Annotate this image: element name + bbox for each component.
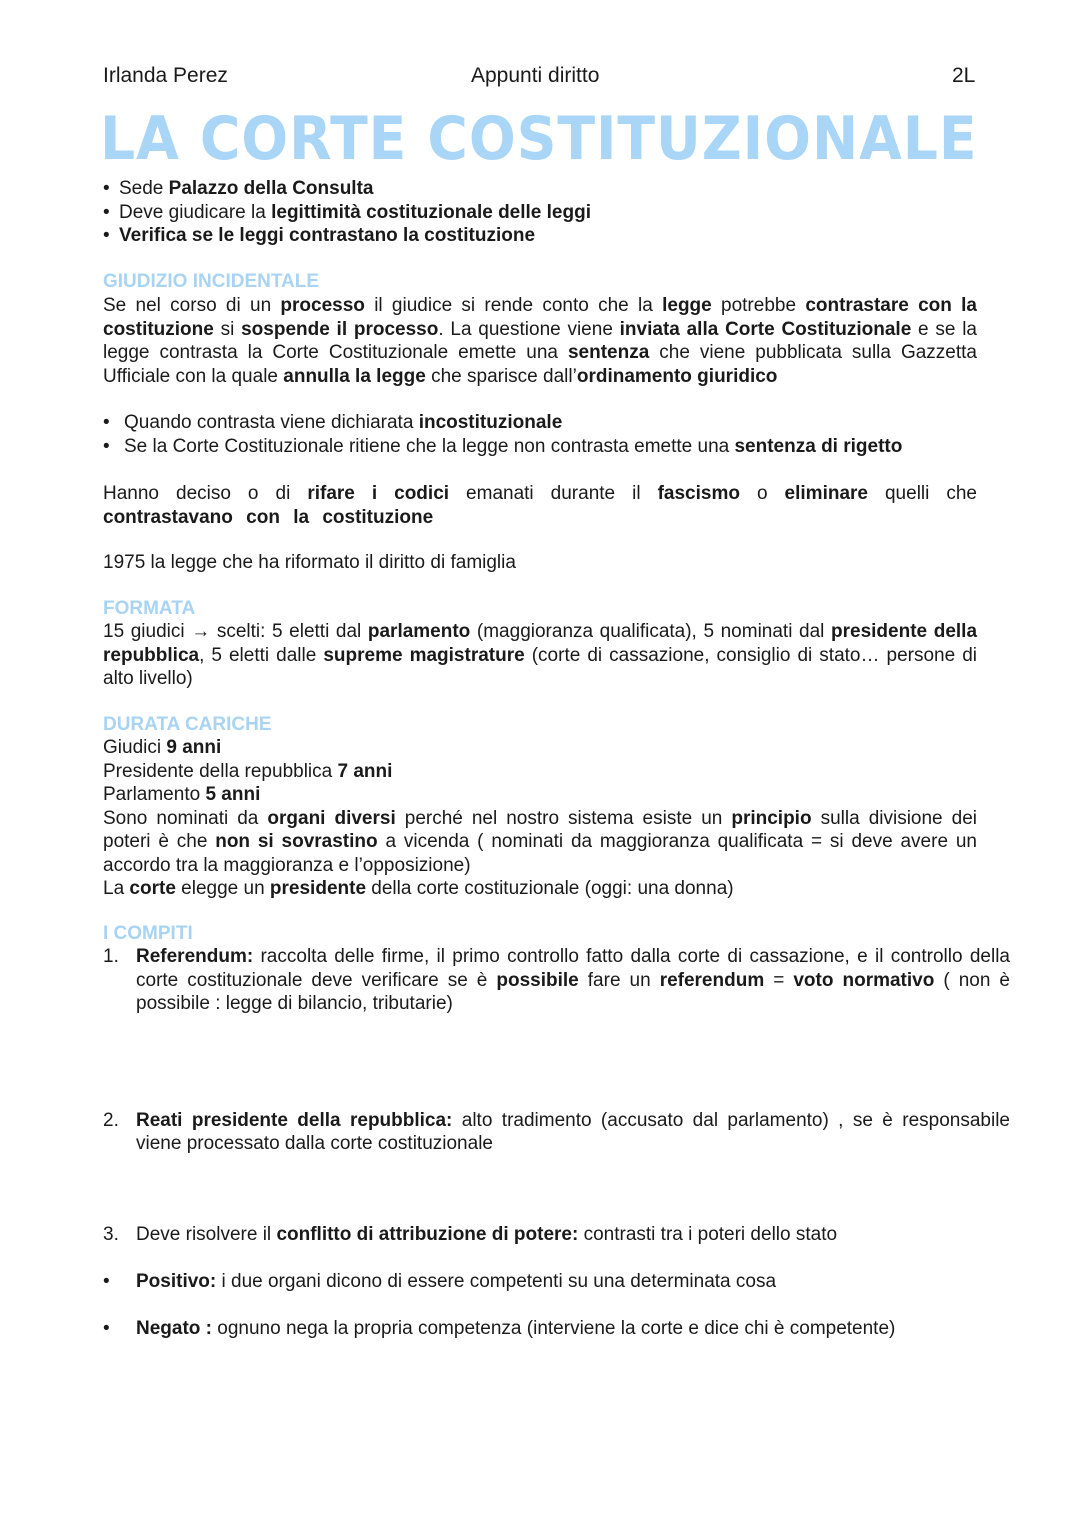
bold-text: Positivo:: [136, 1271, 217, 1292]
text: =: [764, 969, 794, 991]
text: sulla divisione dei poteri è che: [103, 807, 977, 852]
text: a vicenda ( nominati da maggioranza qualificata = si deve avere un accordo tra la maggioranza e l’opposizione): [103, 831, 977, 876]
compito-item-2: [103, 1109, 1010, 1156]
compito-sub-positivo: • Positivo: i due organi dicono di essere competenti su una determinata cosa: [103, 1271, 777, 1292]
durata-list: [103, 736, 977, 901]
text: elegge un: [175, 878, 270, 899]
text: Deve risolvere il: [136, 1223, 277, 1245]
text: 1975 la legge che ha riformato il diritto di famiglia: [103, 552, 516, 573]
compito-item-1: [103, 945, 1010, 1016]
text: Se la Corte Costituzionale ritiene che la legge non contrasta emette una: [124, 435, 735, 457]
text: o: [739, 483, 785, 504]
item-number: 3.: [103, 1223, 119, 1245]
text: 15 giudici → scelti: 5 eletti dal: [103, 621, 368, 642]
bold-text: 7 anni: [337, 760, 393, 782]
fascismo-paragraph: [103, 482, 977, 529]
list-item: • Verifica se le leggi contrastano la costituzione: [103, 225, 536, 246]
bold-text: contrastavano con la costituzione: [103, 506, 434, 528]
bold-text: Referendum:: [136, 946, 254, 967]
text: Se nel corso di un: [103, 295, 281, 316]
text: Sono nominati da: [103, 807, 268, 829]
text: Hanno deciso o di: [103, 483, 308, 504]
bold-text: inviata alla Corte Costituzionale: [619, 318, 912, 340]
text: perché nel nostro sistema esiste un: [395, 807, 732, 829]
compito-item-3: [103, 1223, 1010, 1247]
bold-text: annulla la legge: [283, 365, 426, 387]
formata-paragraph: [103, 620, 977, 691]
bold-text: referendum: [659, 969, 765, 991]
bold-text: Negato :: [136, 1317, 212, 1339]
bold-text: eliminare: [784, 483, 868, 504]
compito-sub-negato: • Negato : ognuno nega la propria competenza (interviene la corte e dice chi è competente): [103, 1317, 896, 1339]
section-heading-formata: FORMATA: [103, 598, 196, 619]
text: fare un: [578, 969, 660, 991]
text: Deve giudicare la: [119, 201, 272, 223]
text: Giudici: [103, 737, 167, 758]
section-heading-durata: DURATA CARICHE: [103, 714, 272, 735]
bold-text: sentenza di rigetto: [734, 435, 903, 457]
text: La: [103, 878, 130, 899]
bold-text: voto normativo: [793, 969, 935, 991]
presidente-paragraph: [103, 877, 977, 901]
text: contrasti tra i poteri dello stato: [578, 1223, 838, 1245]
class-label: 2L: [952, 64, 976, 87]
bold-text: non si sovrastino: [215, 831, 378, 852]
bold-text: legittimità costituzionale delle leggi: [271, 201, 591, 223]
page-title: LA CORTE COSTITUZIONALE: [100, 104, 978, 174]
bold-text: organi diversi: [267, 807, 396, 829]
bold-text: Reati presidente della repubblica:: [136, 1109, 453, 1131]
text: ognuno nega la propria competenza (interviene la corte e dice chi è competente): [212, 1317, 896, 1339]
text: potrebbe: [711, 295, 806, 316]
bold-text: ordinamento giuridico: [576, 365, 778, 387]
item-number: 2.: [103, 1109, 119, 1131]
durata-paragraph: [103, 807, 977, 878]
text: quelli che: [867, 483, 978, 504]
durata-line: [103, 736, 977, 760]
bold-text: supreme magistrature: [323, 644, 525, 666]
text: Quando contrasta viene dichiarata: [124, 412, 419, 433]
text: i due organi dicono di essere competenti su una determinata cosa: [216, 1271, 777, 1292]
text: Presidente della repubblica: [103, 760, 338, 782]
bold-text: legge: [662, 295, 712, 316]
bold-text: 5 anni: [205, 784, 261, 805]
bold-text: sospende il processo: [241, 318, 439, 340]
text: . La questione viene: [438, 318, 620, 340]
bold-text: 9 anni: [166, 737, 222, 758]
text: che sparisce dall’: [425, 365, 577, 387]
section-heading-giudizio: GIUDIZIO INCIDENTALE: [103, 271, 320, 292]
text: e se la legge contrasta la Corte Costituzionale emette una: [103, 318, 977, 363]
list-item: • Quando contrasta viene dichiarata incostituzionale: [103, 412, 563, 433]
bold-text: conflitto di attribuzione di potere:: [276, 1223, 579, 1245]
bold-text: rifare i codici: [307, 483, 450, 504]
author-name: Irlanda Perez: [103, 64, 228, 87]
famiglia-paragraph: [103, 551, 977, 575]
text: alto tradimento (accusato dal parlamento) , se è responsabile viene processato dalla corte costituzionale: [136, 1109, 1010, 1154]
bold-text: Verifica se le leggi contrastano la costituzione: [119, 225, 536, 246]
intro-list: [103, 177, 977, 248]
text: (corte di cassazione, consiglio di stato… persone di alto livello): [103, 644, 978, 689]
text: Sede: [119, 178, 169, 199]
bold-text: contrastare con la costituzione: [103, 295, 978, 340]
document-subject: Appunti diritto: [471, 64, 600, 87]
bold-text: fascismo: [657, 483, 740, 504]
text: che viene pubblicata sulla Gazzetta Ufficiale con la quale: [103, 342, 977, 387]
text: ( non è possibile : legge di bilancio, tributarie): [136, 969, 1010, 1014]
bold-text: presidente della repubblica: [103, 621, 978, 666]
list-item: • Sede Palazzo della Consulta: [103, 178, 374, 199]
bold-text: parlamento: [367, 621, 471, 642]
bold-text: sentenza: [567, 342, 650, 363]
item-number: 1.: [103, 946, 119, 967]
text: raccolta delle firme, il primo controllo fatto dalla corte di cassazione, e il controllo della corte costituzionale deve verificare se è: [136, 946, 1010, 991]
bold-text: Palazzo della Consulta: [168, 178, 374, 199]
giudizio-paragraph: [103, 294, 977, 388]
text: (maggioranza qualificata), 5 nominati dal: [470, 621, 832, 642]
bold-text: principio: [731, 807, 812, 829]
bold-text: processo: [280, 295, 365, 316]
giudizio-bullets: [103, 411, 977, 458]
text: Parlamento: [103, 784, 206, 805]
list-item: • Deve giudicare la legittimità costituzionale delle leggi: [103, 201, 591, 223]
bold-text: presidente: [269, 878, 367, 899]
text: si: [213, 318, 242, 340]
list-item: • Se la Corte Costituzionale ritiene che la legge non contrasta emette una sentenza di rigetto: [103, 435, 903, 457]
durata-line: [103, 760, 977, 784]
bold-text: corte: [129, 878, 176, 899]
text: emanati durante il: [449, 483, 658, 504]
bold-text: incostituzionale: [418, 412, 563, 433]
text: della corte costituzionale (oggi: una donna): [366, 878, 734, 899]
text: il giudice si rende conto che la: [364, 295, 663, 316]
text: , 5 eletti dalle: [199, 644, 324, 666]
section-heading-compiti: I COMPITI: [103, 923, 193, 944]
bold-text: possibile: [496, 969, 579, 991]
durata-line: [103, 783, 977, 807]
